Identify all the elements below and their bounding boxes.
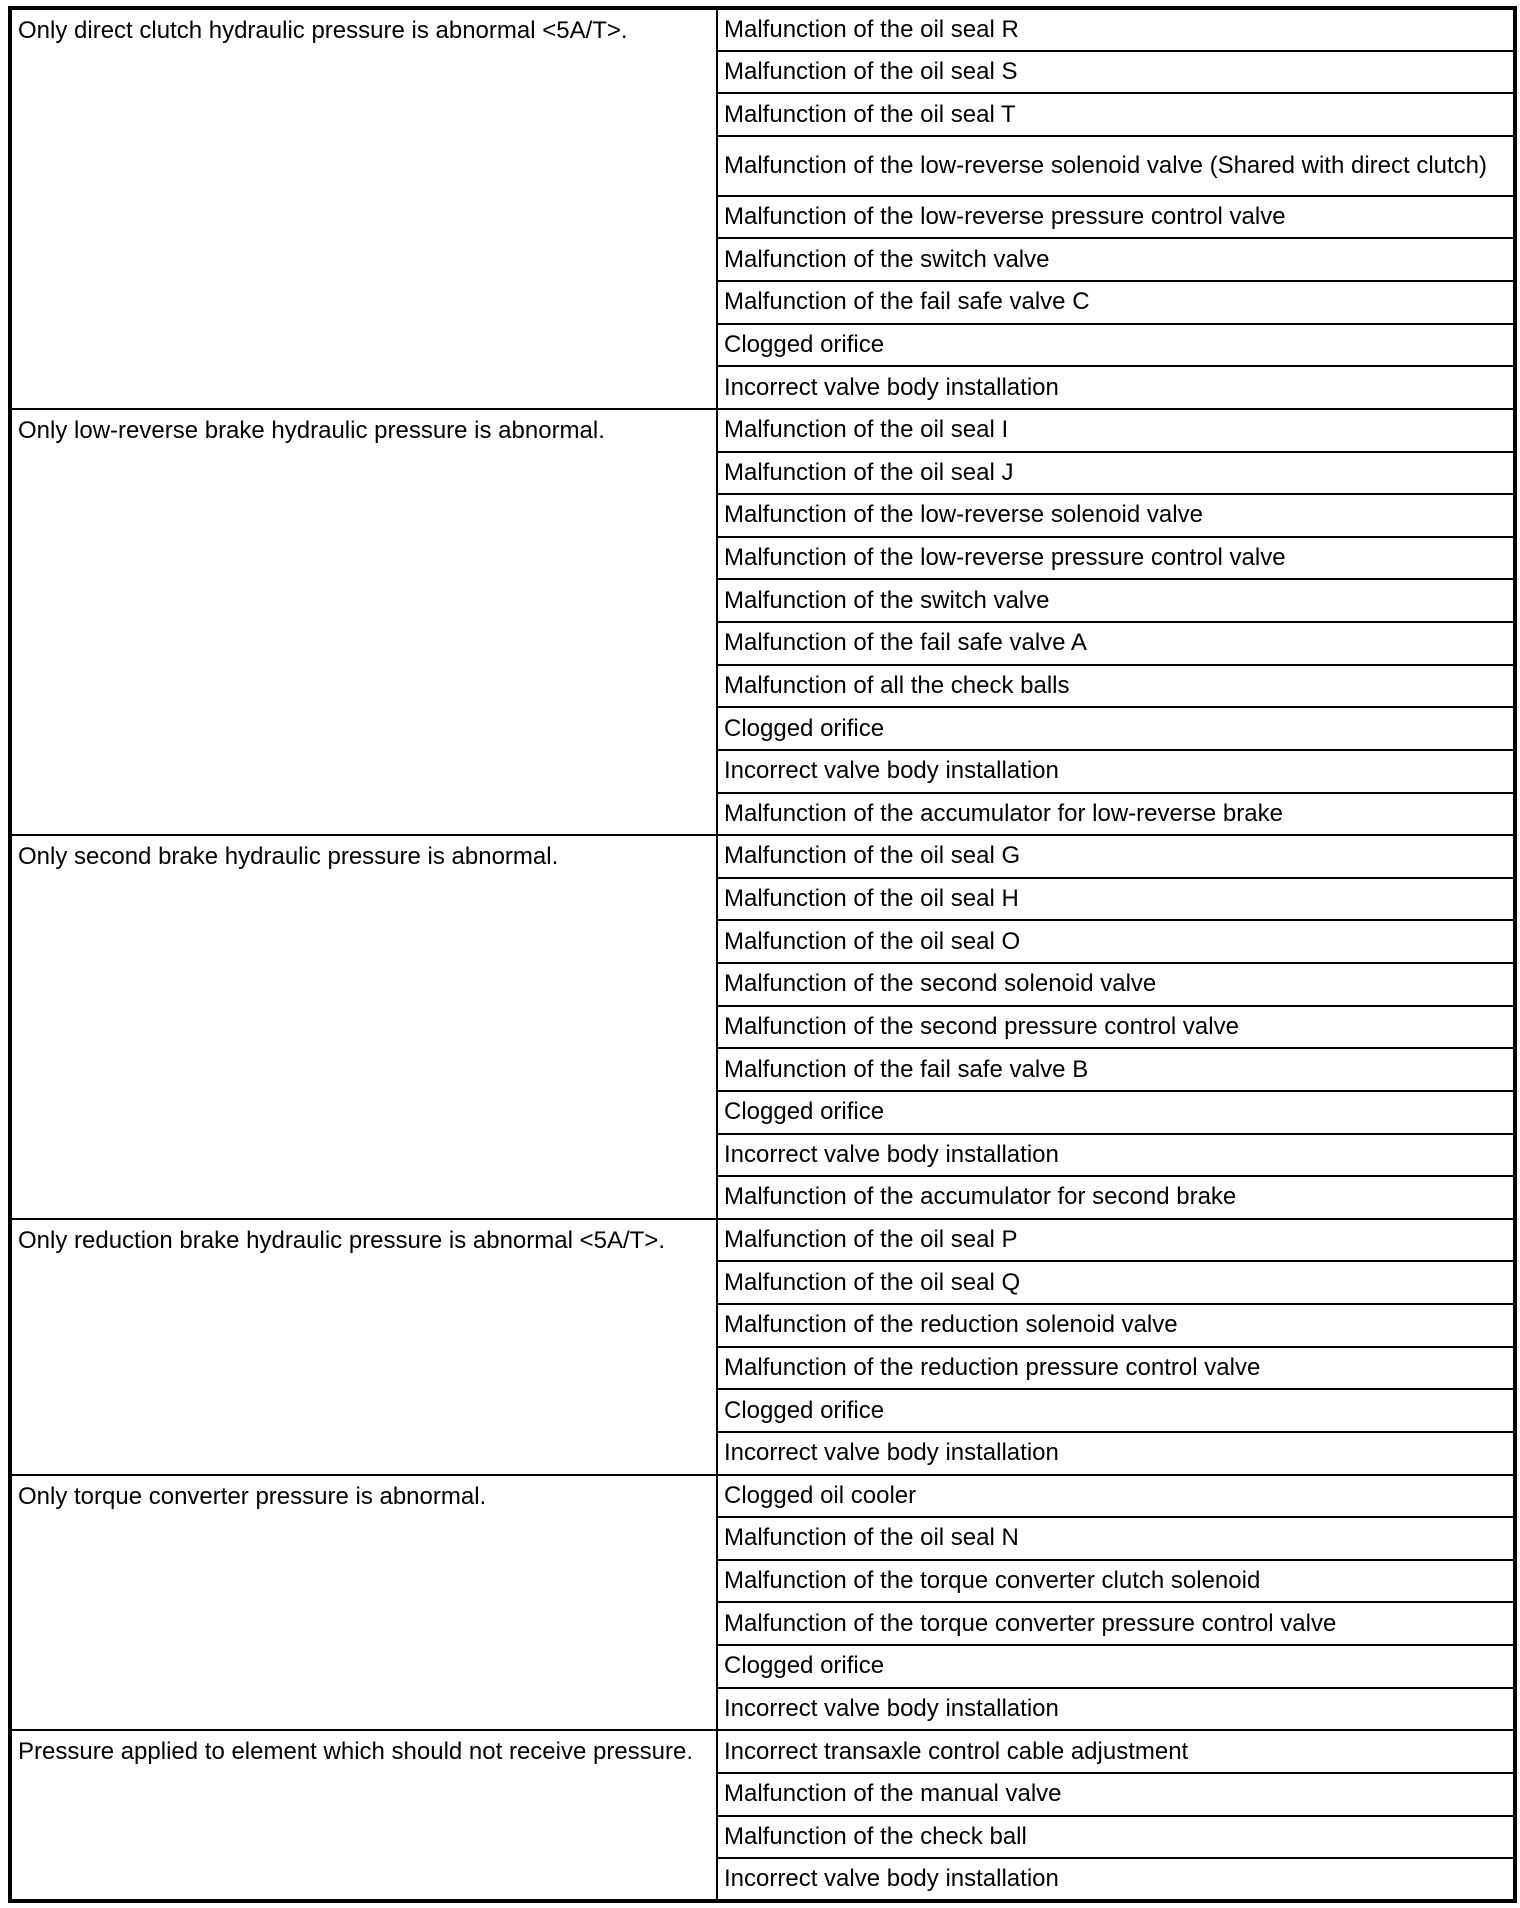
table-row: [10, 1475, 1515, 1518]
cause-cell: Clogged orifice: [717, 1645, 1515, 1688]
cause-cell: Malfunction of the accumulator for low-reverse brake: [717, 793, 1515, 836]
cause-cell: Malfunction of the oil seal I: [717, 409, 1515, 452]
symptom-cell: Only reduction brake hydraulic pressure is abnormal <5A/T>.: [10, 1219, 717, 1475]
cause-cell: Malfunction of the oil seal G: [717, 835, 1515, 878]
cause-cell: Malfunction of all the check balls: [717, 665, 1515, 708]
cause-cell: Malfunction of the manual valve: [717, 1773, 1515, 1816]
cause-cell: Malfunction of the low-reverse pressure control valve: [717, 537, 1515, 580]
cause-cell: Malfunction of the low-reverse pressure control valve: [717, 196, 1515, 239]
cause-cell: Incorrect valve body installation: [717, 1134, 1515, 1177]
cause-cell: Malfunction of the fail safe valve A: [717, 622, 1515, 665]
cause-cell: Malfunction of the switch valve: [717, 238, 1515, 281]
symptom-cell: Only torque converter pressure is abnormal.: [10, 1475, 717, 1731]
table-row: [10, 409, 1515, 452]
cause-cell: Incorrect transaxle control cable adjustment: [717, 1730, 1515, 1773]
table-row: [10, 1730, 1515, 1773]
cause-cell: Malfunction of the oil seal J: [717, 452, 1515, 495]
table-body: [10, 8, 1515, 1901]
table-row: [10, 8, 1515, 51]
symptom-cell: Only direct clutch hydraulic pressure is abnormal <5A/T>.: [10, 8, 717, 409]
cause-cell: Malfunction of the fail safe valve C: [717, 281, 1515, 324]
cause-cell: Malfunction of the torque converter clutch solenoid: [717, 1560, 1515, 1603]
symptom-cell: Pressure applied to element which should not receive pressure.: [10, 1730, 717, 1901]
cause-cell: Clogged orifice: [717, 1389, 1515, 1432]
cause-cell: Incorrect valve body installation: [717, 1432, 1515, 1475]
cause-cell: Malfunction of the oil seal Q: [717, 1261, 1515, 1304]
cause-cell: Malfunction of the low-reverse solenoid valve: [717, 494, 1515, 537]
cause-cell: Malfunction of the accumulator for second brake: [717, 1176, 1515, 1219]
cause-cell: Malfunction of the reduction pressure control valve: [717, 1347, 1515, 1390]
symptom-cell: Only second brake hydraulic pressure is abnormal.: [10, 835, 717, 1219]
cause-cell: Malfunction of the oil seal R: [717, 8, 1515, 51]
cause-cell: Clogged orifice: [717, 1091, 1515, 1134]
cause-cell: Malfunction of the oil seal S: [717, 51, 1515, 94]
cause-cell: Malfunction of the reduction solenoid valve: [717, 1304, 1515, 1347]
cause-cell: Clogged orifice: [717, 707, 1515, 750]
cause-cell: Malfunction of the second solenoid valve: [717, 963, 1515, 1006]
cause-cell: Incorrect valve body installation: [717, 1858, 1515, 1901]
table-row: [10, 1219, 1515, 1262]
cause-cell: Malfunction of the low-reverse solenoid valve (Shared with direct clutch): [717, 136, 1515, 196]
cause-cell: Malfunction of the oil seal T: [717, 93, 1515, 136]
cause-cell: Malfunction of the fail safe valve B: [717, 1048, 1515, 1091]
table-row: [10, 835, 1515, 878]
cause-cell: Malfunction of the torque converter pressure control valve: [717, 1602, 1515, 1645]
cause-cell: Malfunction of the check ball: [717, 1816, 1515, 1859]
cause-cell: Malfunction of the oil seal N: [717, 1517, 1515, 1560]
troubleshooting-table: [8, 6, 1517, 1903]
cause-cell: Clogged oil cooler: [717, 1475, 1515, 1518]
cause-cell: Malfunction of the second pressure control valve: [717, 1006, 1515, 1049]
cause-cell: Incorrect valve body installation: [717, 750, 1515, 793]
cause-cell: Incorrect valve body installation: [717, 1688, 1515, 1731]
cause-cell: Malfunction of the switch valve: [717, 579, 1515, 622]
cause-cell: Malfunction of the oil seal H: [717, 878, 1515, 921]
cause-cell: Malfunction of the oil seal P: [717, 1219, 1515, 1262]
cause-cell: Malfunction of the oil seal O: [717, 920, 1515, 963]
cause-cell: Incorrect valve body installation: [717, 366, 1515, 409]
symptom-cell: Only low-reverse brake hydraulic pressure is abnormal.: [10, 409, 717, 835]
cause-cell: Clogged orifice: [717, 324, 1515, 367]
